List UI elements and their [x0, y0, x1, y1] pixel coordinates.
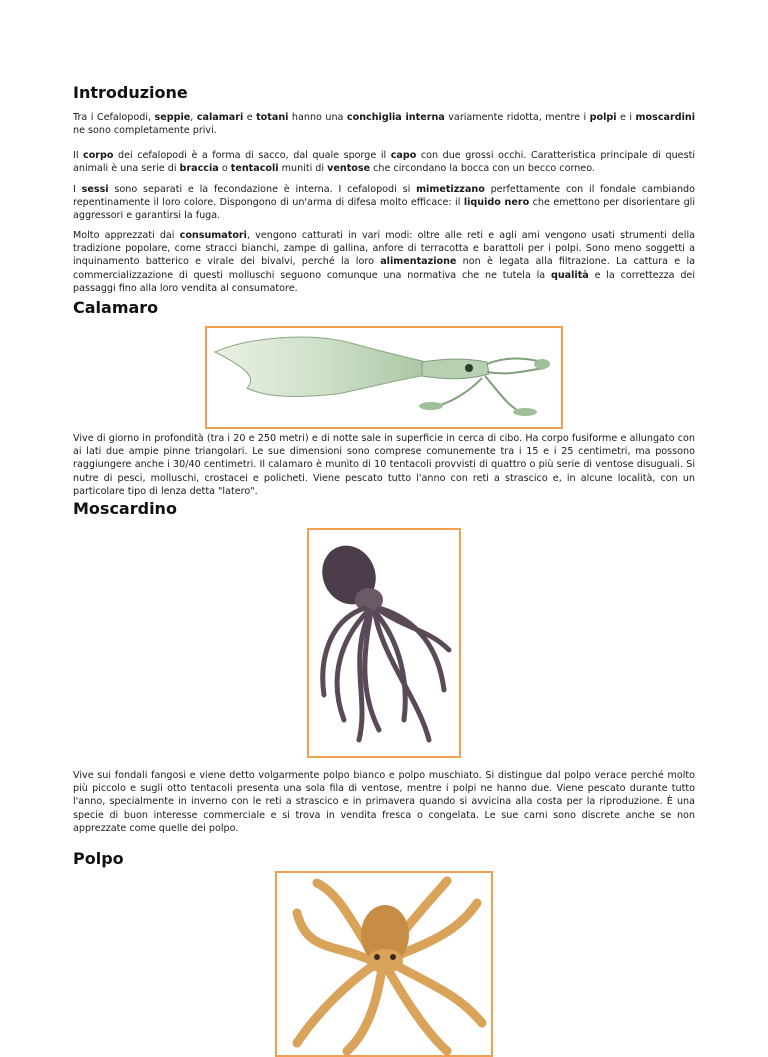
text-run: I — [73, 184, 82, 195]
bold-term: consumatori — [179, 230, 247, 241]
bold-term: mimetizzano — [416, 184, 485, 195]
text-run: Molto apprezzati dai — [73, 230, 180, 241]
text-run: che circondano la bocca con un becco corneo. — [370, 163, 595, 175]
intro-paragraph-1 — [73, 111, 695, 137]
heading-calamaro: Calamaro — [73, 298, 159, 317]
intro-paragraph-4 — [73, 229, 695, 295]
text-run: o — [218, 163, 231, 175]
moscardino-paragraph — [73, 769, 695, 835]
polpo-illustration — [277, 873, 491, 1055]
text-run: ne sono completamente privi. — [73, 125, 217, 137]
bold-term: ventose — [327, 163, 371, 175]
heading-introduzione: Introduzione — [73, 83, 188, 102]
text-run: variamente ridotta, mentre i — [444, 112, 590, 123]
bold-term: liquido nero — [463, 197, 530, 209]
text-run: Tra i Cefalopodi, — [73, 112, 155, 123]
text-run: che emettono per disorientare gli aggressori e garantirsi la fuga. — [73, 197, 695, 222]
bold-term: corpo — [83, 150, 114, 161]
text-run: con due grossi occhi. Caratteristica principale di questi animali è una serie di — [73, 150, 695, 175]
polpo-image — [275, 871, 493, 1057]
text-run: Vive sui fondali fangosi e viene detto volgarmente polpo bianco e polpo muschiato. Si distingue dal polpo verace perché molto più piccolo e sugli otto tentacoli presenta una sola fila di ventose, mentre i polpi ne hanno due. Viene pescato durante tutto l'anno, specialmente in inverno con le reti a strascico e in primavera quando si avvicina alla costa per la riproduzione. È una specie di buon interesse commerciale e si trova in vendita fresca o congelata. Le sue carni sono discrete anche se non apprezzate come quelle dei polpo. — [73, 770, 695, 834]
bold-term: conchiglia interna — [346, 112, 445, 123]
bold-term: moscardini — [635, 112, 695, 123]
heading-moscardino: Moscardino — [73, 499, 177, 518]
bold-term: alimentazione — [380, 256, 457, 268]
bold-term: braccia — [179, 163, 219, 175]
text-run: Vive di giorno in profondità (tra i 20 e 250 metri) e di notte sale in superficie in cerca di cibo. Ha corpo fusiforme e allungato con ai lati due ampie pinne triangolari. Le sue dimensioni sono comprese comunemente tra i 15 e i 25 centimetri, ma possono raggiungere anche i 30/40 centimetri. Il calamaro è munito di 10 tentacoli provvisti di quattro o più serie di ventose disuguali. Si nutre di pesci, molluschi, crostacei e policheti. Viene pescato tutto l'anno con reti a strascico e, in alcune località, con un particolare tipo di lenza detta "latero". — [73, 433, 695, 497]
bold-term: calamari — [196, 112, 244, 123]
text-run: e — [243, 112, 257, 123]
heading-polpo: Polpo — [73, 849, 124, 868]
bold-term: seppie — [154, 112, 191, 123]
bold-term: polpi — [589, 112, 617, 123]
calamaro-image — [205, 326, 563, 429]
bold-term: qualità — [550, 269, 589, 281]
bold-term: tentacoli — [230, 163, 279, 175]
moscardino-image — [307, 528, 461, 758]
text-run: , vengono catturati in vari modi: oltre alle reti e agli ami vengono usati strumenti della tradizione popolare, come stracci bianchi, zampe di gallina, anfore di terracotta e barattoli per i polpi. Sono meno soggetti a inquinamento batterico e virale dei bivalvi, perché la loro — [73, 230, 695, 268]
squid-illustration — [207, 328, 561, 427]
text-run: muniti di — [278, 163, 328, 175]
text-run: sono separati e la fecondazione è interna. I cefalopodi si — [108, 184, 417, 195]
text-run: , — [190, 112, 197, 123]
calamaro-paragraph — [73, 432, 695, 498]
intro-paragraph-3 — [73, 183, 695, 223]
text-run: e la correttezza dei passaggi fino alla loro vendita al consumatore. — [73, 269, 695, 294]
text-run: non è legata alla filtrazione. La cattura e la commercializzazione di questi molluschi seguono comunque una normativa che ne tutela la — [73, 256, 695, 281]
intro-paragraph-2 — [73, 149, 695, 175]
bold-term: sessi — [81, 184, 109, 195]
text-run: hanno una — [288, 112, 347, 123]
text-run: dei cefalopodi è a forma di sacco, dal quale sporge il — [113, 150, 391, 161]
text-run: e i — [616, 112, 636, 123]
moscardino-illustration — [309, 530, 459, 756]
text-run: perfettamente con il fondale cambiando repentinamente il loro colore. Dispongono di un'arma di difesa molto efficace: il — [73, 184, 695, 209]
bold-term: totani — [256, 112, 289, 123]
bold-term: capo — [390, 150, 417, 161]
text-run: Il — [73, 150, 84, 161]
